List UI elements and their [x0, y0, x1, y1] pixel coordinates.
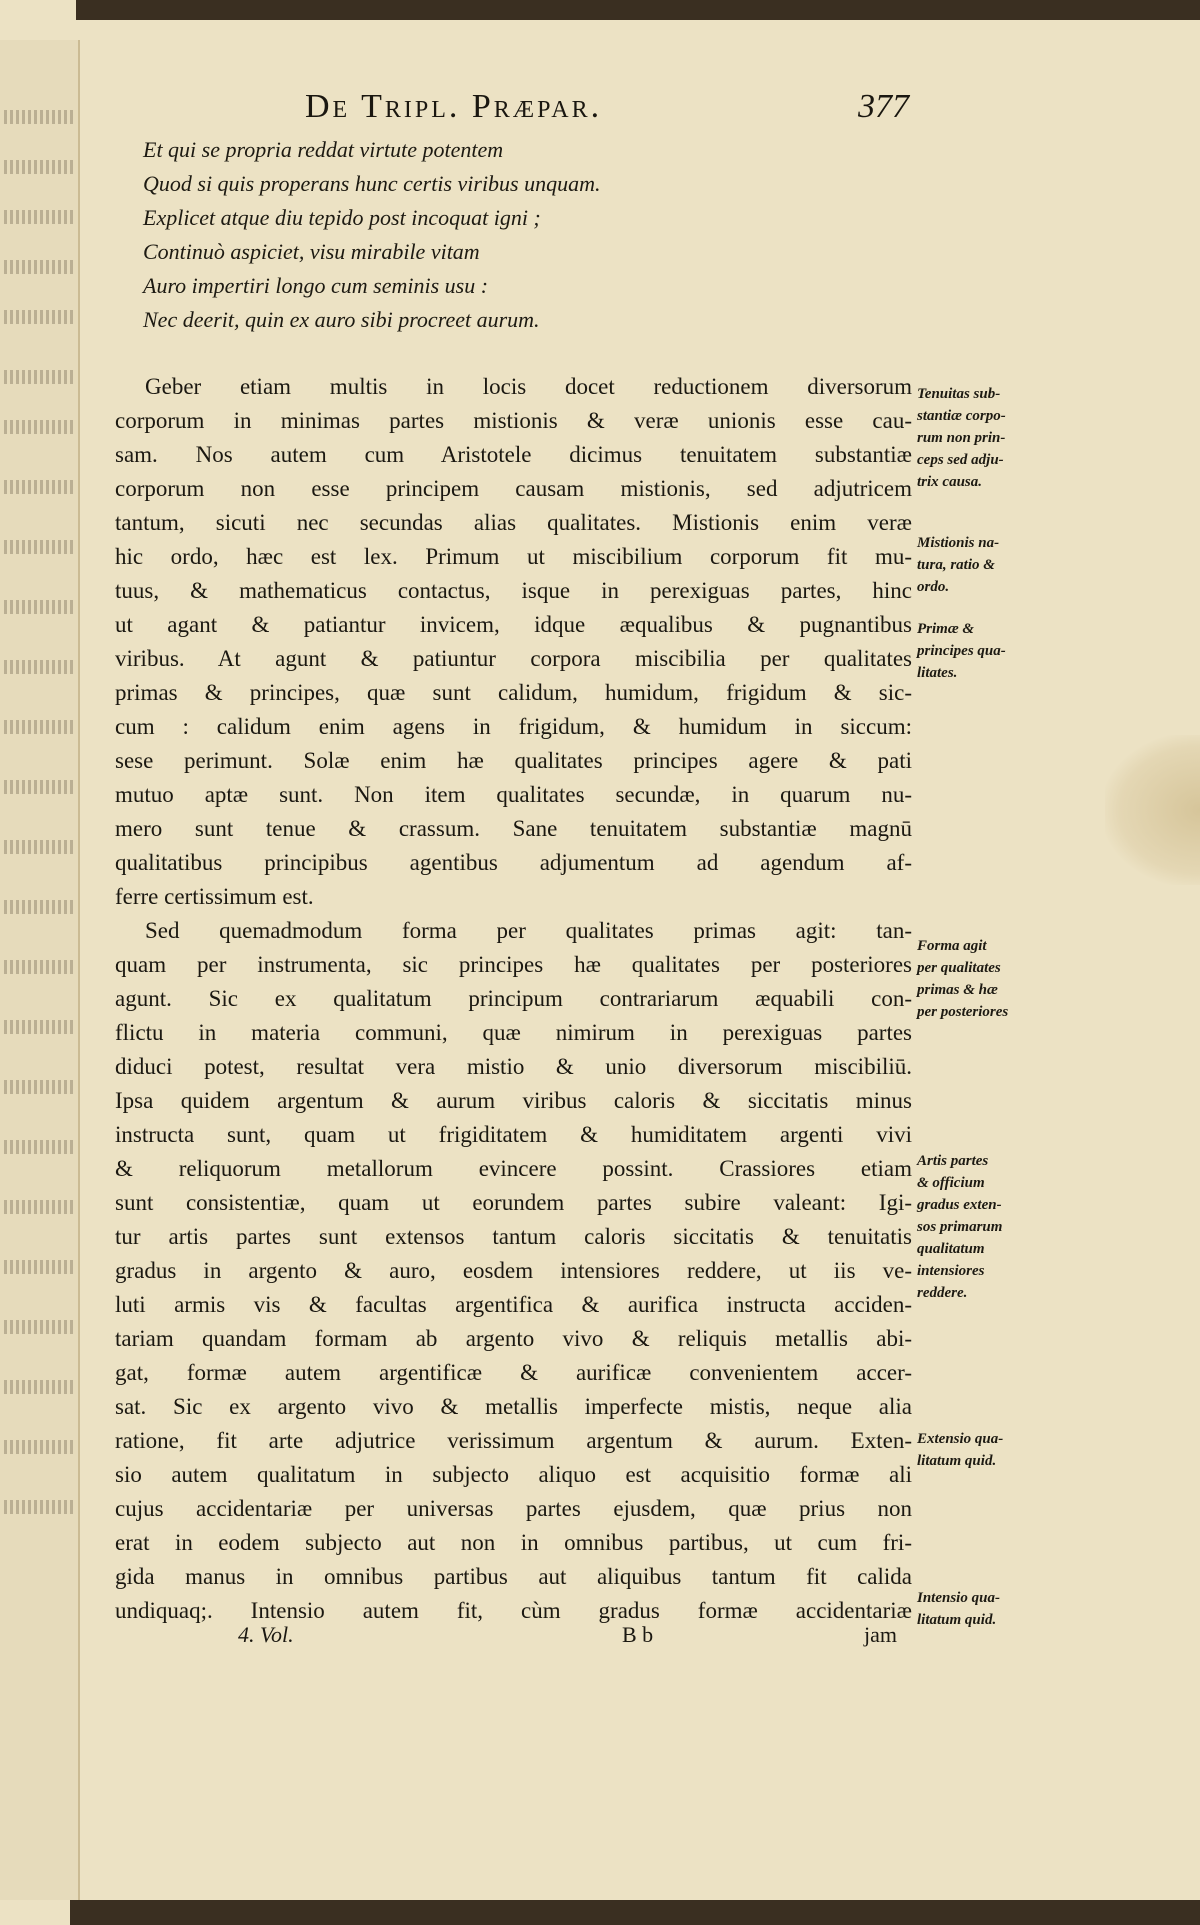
verse-line: Quod si quis properans hunc certis viribus unquam.: [143, 171, 601, 196]
margin-note-line: per qualitates: [917, 960, 1001, 976]
margin-note-line: gradus exten-: [917, 1197, 1002, 1213]
text-line: gida manus in omnibus partibus aut aliquibus tantum fit calida: [115, 1564, 912, 1589]
margin-note: [917, 383, 1062, 493]
margin-note: [917, 1428, 1062, 1472]
verse-line: Et qui se propria reddat virtute potentem: [143, 137, 504, 162]
margin-note-line: Primæ &: [917, 621, 975, 637]
signature-mark: B b: [622, 1622, 654, 1647]
text-line: instructa sunt, quam ut frigiditatem & humiditatem argenti vivi: [115, 1122, 912, 1147]
margin-note: [917, 618, 1062, 684]
text-line: undiquaq;. Intensio autem fit, cùm gradus formæ accidentariæ: [115, 1598, 912, 1623]
margin-note-line: sos primarum: [917, 1219, 1003, 1235]
text-line: ferre certissimum est.: [115, 884, 314, 909]
running-title: De Tripl. Præpar.: [305, 88, 603, 125]
margin-note: [917, 1150, 1062, 1304]
margin-note-line: rum non prin-: [917, 430, 1006, 446]
page-number: 377: [858, 88, 909, 125]
text-line: sunt consistentiæ, quam ut eorundem partes subire valeant: Igi-: [115, 1190, 912, 1215]
text-line: sio autem qualitatum in subjecto aliquo est acquisitio formæ ali: [115, 1462, 912, 1487]
body-text: [115, 370, 912, 1628]
text-line: hic ordo, hæc est lex. Primum ut miscibilium corporum fit mu-: [115, 544, 912, 569]
text-line: tur artis partes sunt extensos tantum caloris siccitatis & tenuitatis: [115, 1224, 912, 1249]
verse-line: Explicet atque diu tepido post incoquat igni ;: [143, 205, 541, 230]
margin-note: [917, 532, 1062, 598]
text-line: flictu in materia communi, quæ nimirum in perexiguas partes: [115, 1020, 912, 1045]
margin-note-line: primas & hæ: [917, 982, 998, 998]
verse-line: Auro impertiri longo cum seminis usu :: [143, 273, 489, 298]
text-line: mero sunt tenue & crassum. Sane tenuitatem substantiæ magnū: [115, 816, 912, 841]
text-line: corporum non esse principem causam mistionis, sed adjutricem: [115, 476, 912, 501]
text-line: tuus, & mathematicus contactus, isque in perexiguas partes, hinc: [115, 578, 912, 603]
verse-line: Nec deerit, quin ex auro sibi procreet aurum.: [143, 307, 540, 332]
text-line: Geber etiam multis in locis docet reductionem diversorum: [145, 374, 912, 399]
text-line: cum : calidum enim agens in frigidum, & humidum in siccum:: [115, 714, 912, 739]
signature-volume: 4. Vol.: [238, 1622, 294, 1647]
text-line: ut agant & patiantur invicem, idque æqualibus & pugnantibus: [115, 612, 912, 637]
text-line: sam. Nos autem cum Aristotele dicimus tenuitatem substantiæ: [115, 442, 912, 467]
text-line: tariam quandam formam ab argento vivo & reliquis metallis abi-: [115, 1326, 912, 1351]
text-line: diduci potest, resultat vera mistio & unio diversorum miscibiliū.: [115, 1054, 912, 1079]
text-line: primas & principes, quæ sunt calidum, humidum, frigidum & sic-: [115, 680, 912, 705]
margin-note-line: intensiores: [917, 1263, 985, 1279]
margin-note-line: Mistionis na-: [917, 535, 1000, 551]
text-line: tantum, sicuti nec secundas alias qualitates. Mistionis enim veræ: [115, 510, 912, 535]
text-line: quam per instrumenta, sic principes hæ qualitates per posteriores: [115, 952, 912, 977]
text-line: erat in eodem subjecto aut non in omnibus partibus, ut cum fri-: [115, 1530, 912, 1555]
margin-note-line: Forma agit: [917, 938, 987, 954]
text-line: qualitatibus principibus agentibus adjumentum ad agendum af-: [115, 850, 912, 875]
page-curl-shadow: [1105, 735, 1200, 885]
text-line: luti armis vis & facultas argentifica & aurifica instructa acciden-: [115, 1292, 912, 1317]
margin-note-line: Extensio qua-: [917, 1431, 1004, 1447]
top-edge-shadow: [76, 0, 1200, 20]
text-line: ratione, fit arte adjutrice verissimum argentum & aurum. Exten-: [115, 1428, 912, 1453]
margin-note-line: qualitatum: [917, 1241, 985, 1257]
facing-page-edge: [0, 40, 80, 1900]
text-line: sese perimunt. Solæ enim hæ qualitates principes agere & pati: [115, 748, 912, 773]
margin-note-line: reddere.: [917, 1285, 968, 1301]
margin-note-line: & officium: [917, 1175, 985, 1191]
verse-block: [143, 133, 601, 337]
margin-note-line: per posteriores: [917, 1004, 1009, 1020]
margin-note-line: litatum quid.: [917, 1453, 997, 1469]
margin-note-line: Artis partes: [917, 1153, 989, 1169]
bottom-edge-shadow: [70, 1900, 1200, 1925]
margin-note-line: litatum quid.: [917, 1612, 997, 1628]
margin-note-line: tura, ratio &: [917, 557, 995, 573]
text-line: corporum in minimas partes mistionis & veræ unionis esse cau-: [115, 408, 912, 433]
text-line: cujus accidentariæ per universas partes ejusdem, quæ prius non: [115, 1496, 912, 1521]
margin-note-line: stantiæ corpo-: [917, 408, 1006, 424]
margin-note-line: Tenuitas sub-: [917, 386, 1001, 402]
text-line: gradus in argento & auro, eosdem intensiores reddere, ut iis ve-: [115, 1258, 912, 1283]
verse-line: Continuò aspiciet, visu mirabile vitam: [143, 239, 480, 264]
text-line: Sed quemadmodum forma per qualitates primas agit: tan-: [145, 918, 912, 943]
text-line: & reliquorum metallorum evincere possint. Crassiores etiam: [115, 1156, 912, 1181]
margin-note: [917, 1587, 1062, 1631]
margin-note: [917, 935, 1062, 1023]
margin-note-line: principes qua-: [917, 643, 1006, 659]
margin-note-line: litates.: [917, 665, 958, 681]
text-line: viribus. At agunt & patiuntur corpora miscibilia per qualitates: [115, 646, 912, 671]
text-line: sat. Sic ex argento vivo & metallis imperfecte mistis, neque alia: [115, 1394, 912, 1419]
margin-note-line: trix causa.: [917, 474, 983, 490]
margin-note-line: Intensio qua-: [917, 1590, 1000, 1606]
text-line: Ipsa quidem argentum & aurum viribus caloris & siccitatis minus: [115, 1088, 912, 1113]
catchword: jam: [864, 1622, 897, 1647]
text-line: mutuo aptæ sunt. Non item qualitates secundæ, in quarum nu-: [115, 782, 912, 807]
margin-note-line: ceps sed adju-: [917, 452, 1004, 468]
text-line: agunt. Sic ex qualitatum principum contrariarum æquabili con-: [115, 986, 912, 1011]
margin-note-line: ordo.: [917, 579, 950, 595]
text-line: gat, formæ autem argentificæ & aurificæ convenientem accer-: [115, 1360, 912, 1385]
